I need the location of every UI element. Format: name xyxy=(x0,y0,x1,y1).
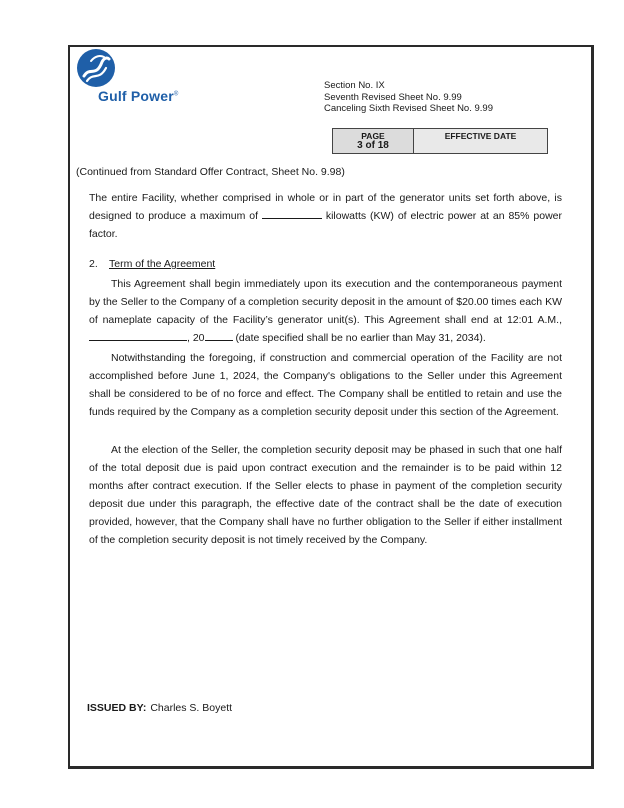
facility-text-end: kilowatts (KW) of electric power at an 85% power factor. xyxy=(89,210,562,240)
page-cell xyxy=(333,129,414,153)
issued-by-name: Charles S. Boyett xyxy=(150,702,233,714)
gulf-power-logo-icon xyxy=(76,48,116,88)
effective-date-label: EFFECTIVE DATE xyxy=(444,131,517,141)
section-heading-title: Term of the Agreement xyxy=(109,258,216,270)
kilowatts-blank xyxy=(262,207,322,219)
end-date-blank xyxy=(89,329,187,341)
term-paragraph xyxy=(89,275,562,347)
term-text-start: This Agreement shall begin immediately upon its execution and the contemporaneous payment by the Seller to the Company of a completion security deposit in the amount of $20.00 times each KW of nameplate capacity of the Facility’s generator unit(s). This Agreement shall end at 12:01 A.M., xyxy=(89,278,562,326)
logo-name: Gulf Power xyxy=(98,88,174,104)
continued-note: (Continued from Standard Offer Contract, Sheet No. 9.98) xyxy=(76,166,345,178)
revised-sheet: Seventh Revised Sheet No. 9.99 xyxy=(324,91,462,103)
page-value: 3 of 18 xyxy=(357,140,389,151)
section-number: Section No. IX xyxy=(324,80,385,91)
issued-by-label: ISSUED BY: xyxy=(87,702,147,714)
canceling-sheet: Canceling Sixth Revised Sheet No. 9.99 xyxy=(324,103,493,114)
effective-date-cell xyxy=(414,129,547,153)
section-heading-number: 2. xyxy=(89,258,98,270)
sheet-reference xyxy=(324,80,493,115)
logo-registered-mark: ® xyxy=(173,91,179,98)
section-heading xyxy=(89,258,215,270)
page-label: PAGE xyxy=(361,131,385,141)
term-text-end: (date specified shall be no earlier than May 31, 2034). xyxy=(235,332,486,344)
notwithstanding-paragraph: Notwithstanding the foregoing, if construction and commercial operation of the Facility are not accomplished before June 1, 2024, the Company's obligations to the Seller under this Agreement shall be considered to be of no force and effect. The Company shall be entitled to retain and use the funds required by the Company as a completion security deposit under this section of the Agreement. xyxy=(89,352,562,418)
term-year-prefix: , 20 xyxy=(187,332,205,344)
issued-by xyxy=(87,702,232,714)
facility-paragraph xyxy=(89,189,562,243)
year-blank xyxy=(205,329,233,341)
election-paragraph: At the election of the Seller, the completion security deposit may be phased in such that one half of the total deposit due is paid upon contract execution and the remainder is to be paid within 12 months after contract execution. If the Seller elects to phase in payment of the completion security deposit due under this paragraph, the effective date of the contract shall be the date of execution provided, however, that the Company shall have no further obligation to the Seller if either installment of the completion security deposit is not timely received by the Company. xyxy=(89,444,562,546)
page-info-box xyxy=(332,128,548,154)
gulf-power-logo xyxy=(76,48,216,108)
logo-wordmark xyxy=(98,88,179,104)
facility-text-start: The entire Facility, whether comprised in whole or in part of the generator units set forth above, is designed to produce a maximum of xyxy=(89,192,562,222)
